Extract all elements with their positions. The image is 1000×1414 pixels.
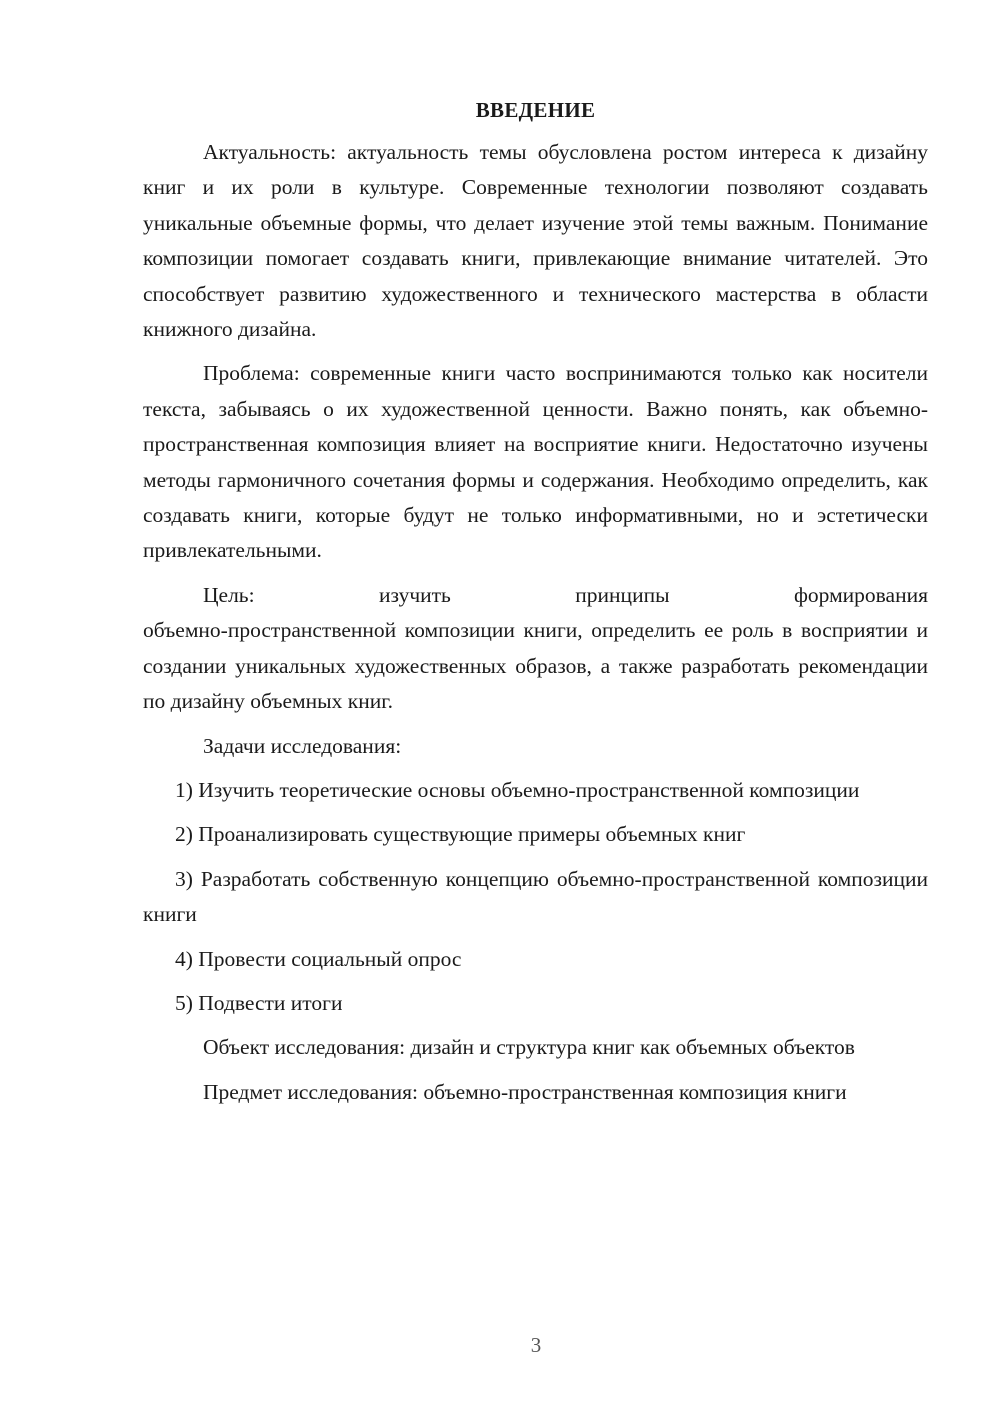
goal-rest: объемно-пространственной композиции книги, определить ее роль в восприятии и создании уникальных художественных образов, а также разработать рекомендации по дизайну объемных книг. bbox=[143, 618, 928, 714]
task-item-3: 3) Разработать собственную концепцию объемно-пространственной композиции книги bbox=[143, 866, 928, 927]
section-title: ВВЕДЕНИЕ bbox=[475, 98, 596, 122]
object-paragraph: Объект исследования: дизайн и структура книг как объемных объектов bbox=[203, 1035, 855, 1060]
goal-paragraph bbox=[143, 578, 928, 720]
task-item-2: 2) Проанализировать существующие примеры объемных книг bbox=[175, 822, 746, 847]
task-item-5: 5) Подвести итоги bbox=[175, 990, 343, 1015]
relevance-paragraph: Актуальность: актуальность темы обусловлена ростом интереса к дизайну книг и их роли в культуре. Современные технологии позволяют создавать уникальные объемные формы, что делает изучение этой темы важным. Понимание композиции помогает создавать книги, привлекающие внимание читателей. Это способствует развитию художественного и технического мастерства в области книжного дизайна. bbox=[143, 140, 928, 342]
tasks-heading: Задачи исследования: bbox=[203, 733, 402, 758]
document-body bbox=[143, 94, 928, 1119]
task-item-1: 1) Изучить теоретические основы объемно-пространственной композиции bbox=[175, 777, 860, 802]
subject-paragraph: Предмет исследования: объемно-пространственная композиция книги bbox=[203, 1079, 847, 1104]
goal-first-line: Цель: изучить принципы формирования bbox=[203, 582, 928, 607]
task-item-4: 4) Провести социальный опрос bbox=[175, 946, 462, 971]
page-number: 3 bbox=[530, 1333, 542, 1357]
problem-paragraph: Проблема: современные книги часто воспринимаются только как носители текста, забываясь о их художественной ценности. Важно понять, как объемно-пространственная композиция влияет на восприятие книги. Недостаточно изучены методы гармоничного сочетания формы и содержания. Необходимо определить, как создавать книги, которые будут не только информативными, но и эстетически привлекательными. bbox=[143, 361, 928, 563]
